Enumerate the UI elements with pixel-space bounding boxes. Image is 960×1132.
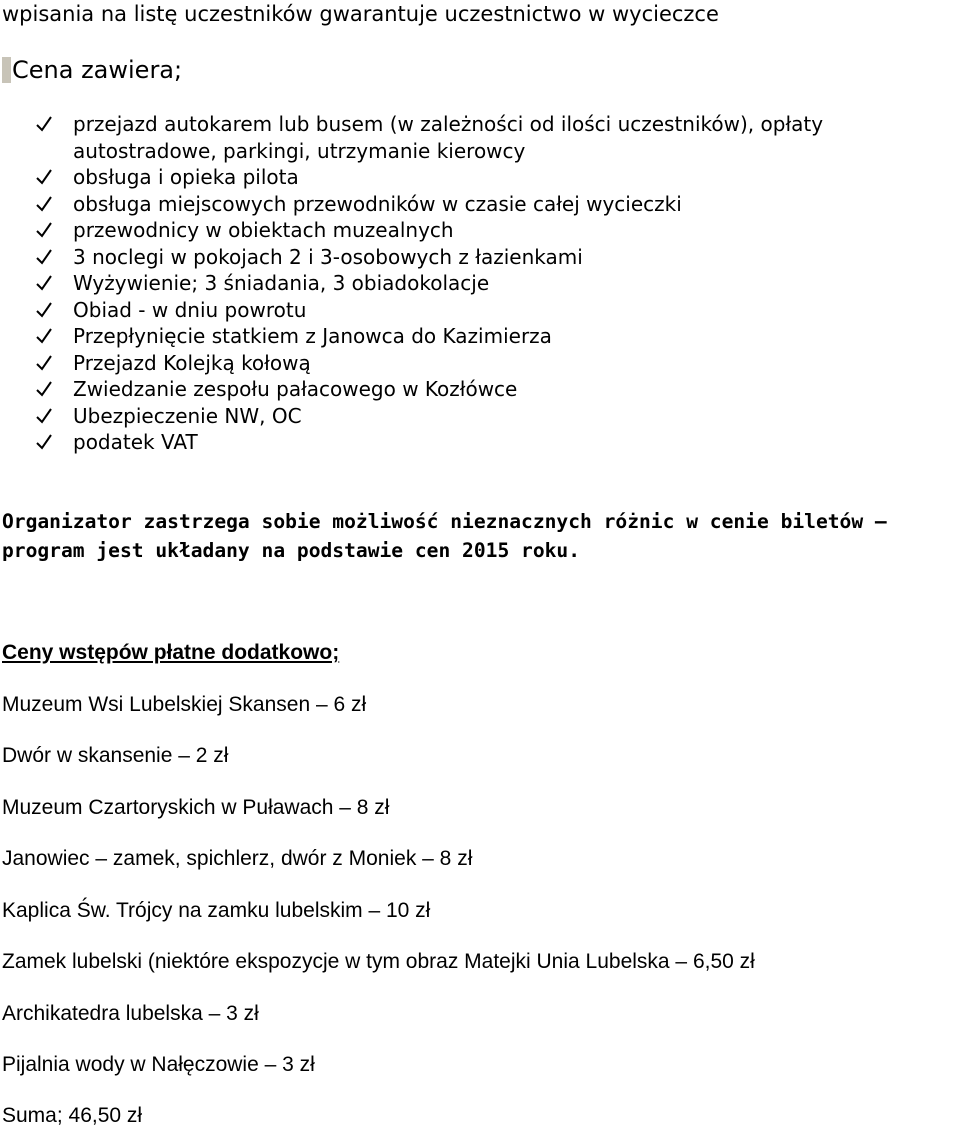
list-item: [0, 350, 960, 377]
admission-fees-heading: Ceny wstępów płatne dodatkowo;: [2, 641, 340, 664]
fee-item: Archikatedra lubelska – 3 zł: [2, 1002, 259, 1025]
checkmark-icon: [34, 326, 54, 346]
list-item-text: podatek VAT: [73, 430, 198, 454]
checkmark-icon: [34, 300, 54, 320]
list-item: [0, 244, 960, 271]
list-item-text: obsługa i opieka pilota: [73, 165, 299, 189]
list-item: [0, 376, 960, 403]
checkmark-icon: [34, 406, 54, 426]
fee-item: Muzeum Czartoryskich w Puławach – 8 zł: [2, 796, 390, 819]
fee-item: Pijalnia wody w Nałęczowie – 3 zł: [2, 1053, 315, 1076]
list-item: [0, 323, 960, 350]
list-item: [0, 217, 960, 244]
list-item-text: obsługa miejscowych przewodników w czasie całej wycieczki: [73, 191, 682, 216]
list-item-text: 3 noclegi w pokojach 2 i 3-osobowych z łazienkami: [73, 244, 583, 269]
fee-item: Janowiec – zamek, spichlerz, dwór z Moniek – 8 zł: [2, 847, 473, 870]
intro-text: wpisania na listę uczestników gwarantuje uczestnictwo w wycieczce: [2, 2, 719, 26]
highlight-marker: [2, 57, 11, 83]
checkmark-icon: [34, 114, 54, 134]
checkmark-icon: [34, 353, 54, 373]
checkmark-icon: [34, 432, 54, 452]
fee-item: Kaplica Św. Trójcy na zamku lubelskim – 10 zł: [2, 899, 431, 922]
organizer-notice-line: program jest układany na podstawie cen 2015 roku.: [2, 539, 581, 562]
price-includes-heading: [2, 55, 182, 85]
fee-item: Dwór w skansenie – 2 zł: [2, 744, 229, 767]
checkmark-icon: [34, 194, 54, 214]
list-item: [0, 297, 960, 324]
checkmark-icon: [34, 379, 54, 399]
list-item: [0, 164, 960, 191]
organizer-notice-line: Organizator zastrzega sobie możliwość nieznacznych różnic w cenie biletów –: [2, 510, 887, 533]
checkmark-icon: [34, 273, 54, 293]
list-item-text: przewodnicy w obiektach muzealnych: [73, 218, 454, 242]
fee-total: Suma; 46,50 zł: [2, 1104, 143, 1127]
list-item-text: Przejazd Kolejką kołową: [73, 350, 311, 375]
price-includes-list: [0, 111, 960, 456]
list-item: [0, 111, 960, 138]
list-item: [0, 191, 960, 218]
fee-item: Zamek lubelski (niektóre ekspozycje w tym obraz Matejki Unia Lubelska – 6,50 zł: [2, 950, 755, 973]
fee-item: Muzeum Wsi Lubelskiej Skansen – 6 zł: [2, 693, 367, 716]
list-item-text: przejazd autokarem lub busem (w zależności od ilości uczestników), opłaty: [73, 112, 824, 136]
list-item: [0, 403, 960, 430]
organizer-notice: [2, 507, 960, 565]
list-item: [0, 429, 960, 456]
list-item-text: Ubezpieczenie NW, OC: [73, 403, 302, 428]
list-item-text: autostradowe, parkingi, utrzymanie kierowcy: [73, 138, 526, 163]
list-item: [0, 138, 960, 165]
checkmark-icon: [34, 247, 54, 267]
list-item-text: Zwiedzanie zespołu pałacowego w Kozłówce: [73, 377, 518, 401]
list-item-text: Wyżywienie; 3 śniadania, 3 obiadokolacje: [73, 271, 490, 295]
list-item: [0, 270, 960, 297]
checkmark-icon: [34, 220, 54, 240]
checkmark-icon: [34, 167, 54, 187]
price-includes-heading-text: Cena zawiera;: [12, 56, 183, 84]
list-item-text: Obiad - w dniu powrotu: [73, 297, 307, 322]
list-item-text: Przepłynięcie statkiem z Janowca do Kazimierza: [73, 324, 552, 348]
